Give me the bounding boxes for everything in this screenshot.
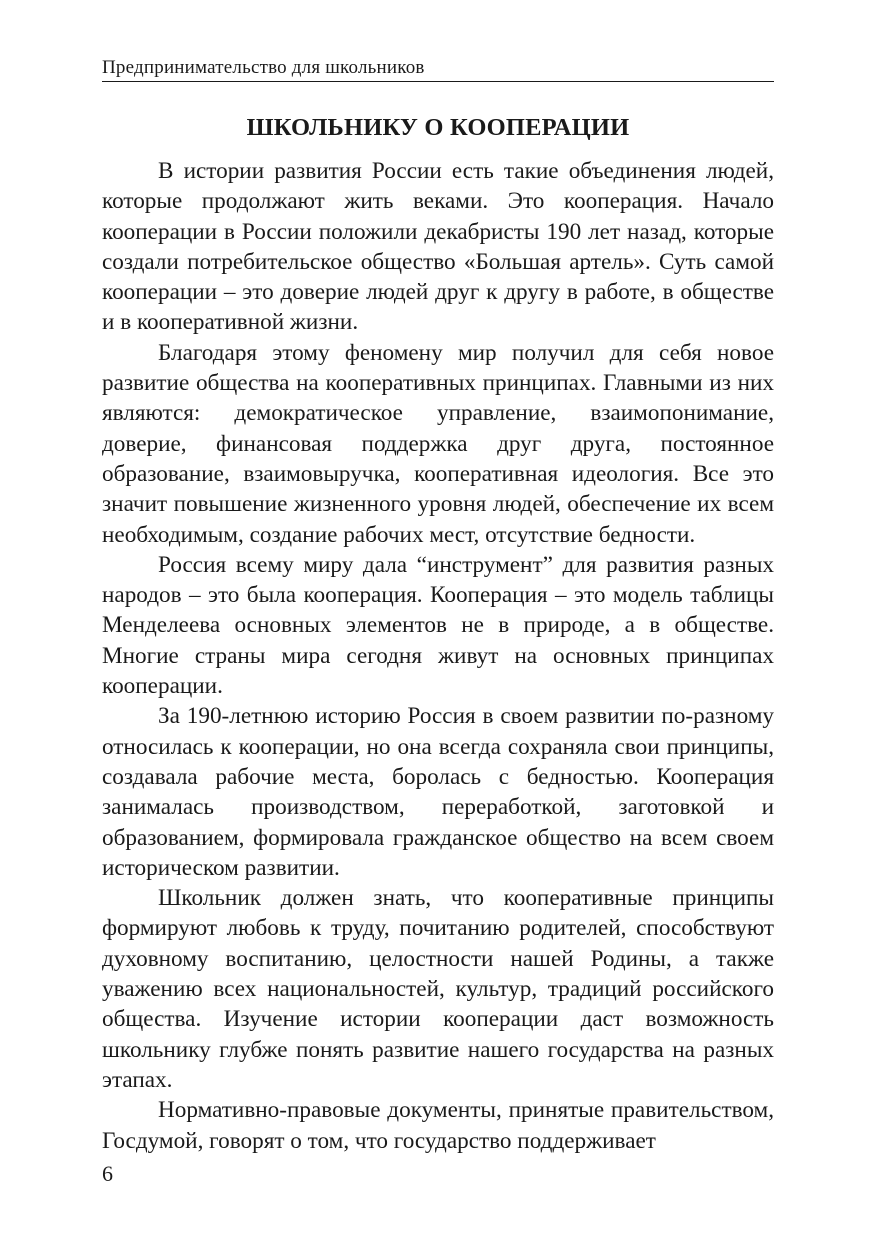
paragraph: В истории развития России есть такие объединения людей, которые продолжают жить веками. Это кооперация. Начало кооперации в России положили декабристы 190 лет назад, которые создали потребительское общество «Большая артель». Суть самой кооперации – это доверие людей друг к другу в работе, в обществе и в кооперативной жизни.: [102, 158, 774, 336]
paragraph: Школьник должен знать, что кооперативные принципы формируют любовь к труду, почитанию родителей, способствуют духовному воспитанию, целостности нашей Родины, а также уважению всех национальностей, культур, традиций российского общества. Изучение истории кооперации даст возможность школьнику глубже понять развитие нашего государства на разных этапах.: [102, 885, 774, 1093]
chapter-title: ШКОЛЬНИКУ О КООПЕРАЦИИ: [246, 114, 630, 142]
header-divider: [102, 81, 774, 82]
running-header: Предпринимательство для школьников: [102, 57, 425, 78]
body-text: [102, 156, 774, 1156]
page-number: 6: [102, 1161, 113, 1186]
paragraph: Нормативно-правовые документы, принятые правительством, Госдумой, говорят о том, что государство поддерживает: [102, 1097, 774, 1154]
paragraph: Россия всему миру дала “инструмент” для развития разных народов – это была кооперация. Кооперация – это модель таблицы Менделеева основных элементов не в природе, а в обществе. Многие страны мира сегодня живут на основных принципах кооперации.: [102, 551, 774, 700]
paragraph: Благодаря этому феномену мир получил для себя новое развитие общества на кооперативных принципах. Главными из них являются: демократическое управление, взаимопонимание, доверие, финансовая поддержка друг друга, постоянное образование, взаимовыручка, кооперативная идеология. Все это значит повышение жизненного уровня людей, обеспечение их всем необходимым, создание рабочих мест, отсутствие бедности.: [102, 339, 774, 548]
paragraph: За 190-летнюю историю Россия в своем развитии по-разному относилась к кооперации, но она всегда сохраняла свои принципы, создавала рабочие места, боролась с бедностью. Кооперация занималась производством, переработкой, заготовкой и образованием, формировала гражданское общество на всем своем историческом развитии.: [102, 703, 774, 881]
